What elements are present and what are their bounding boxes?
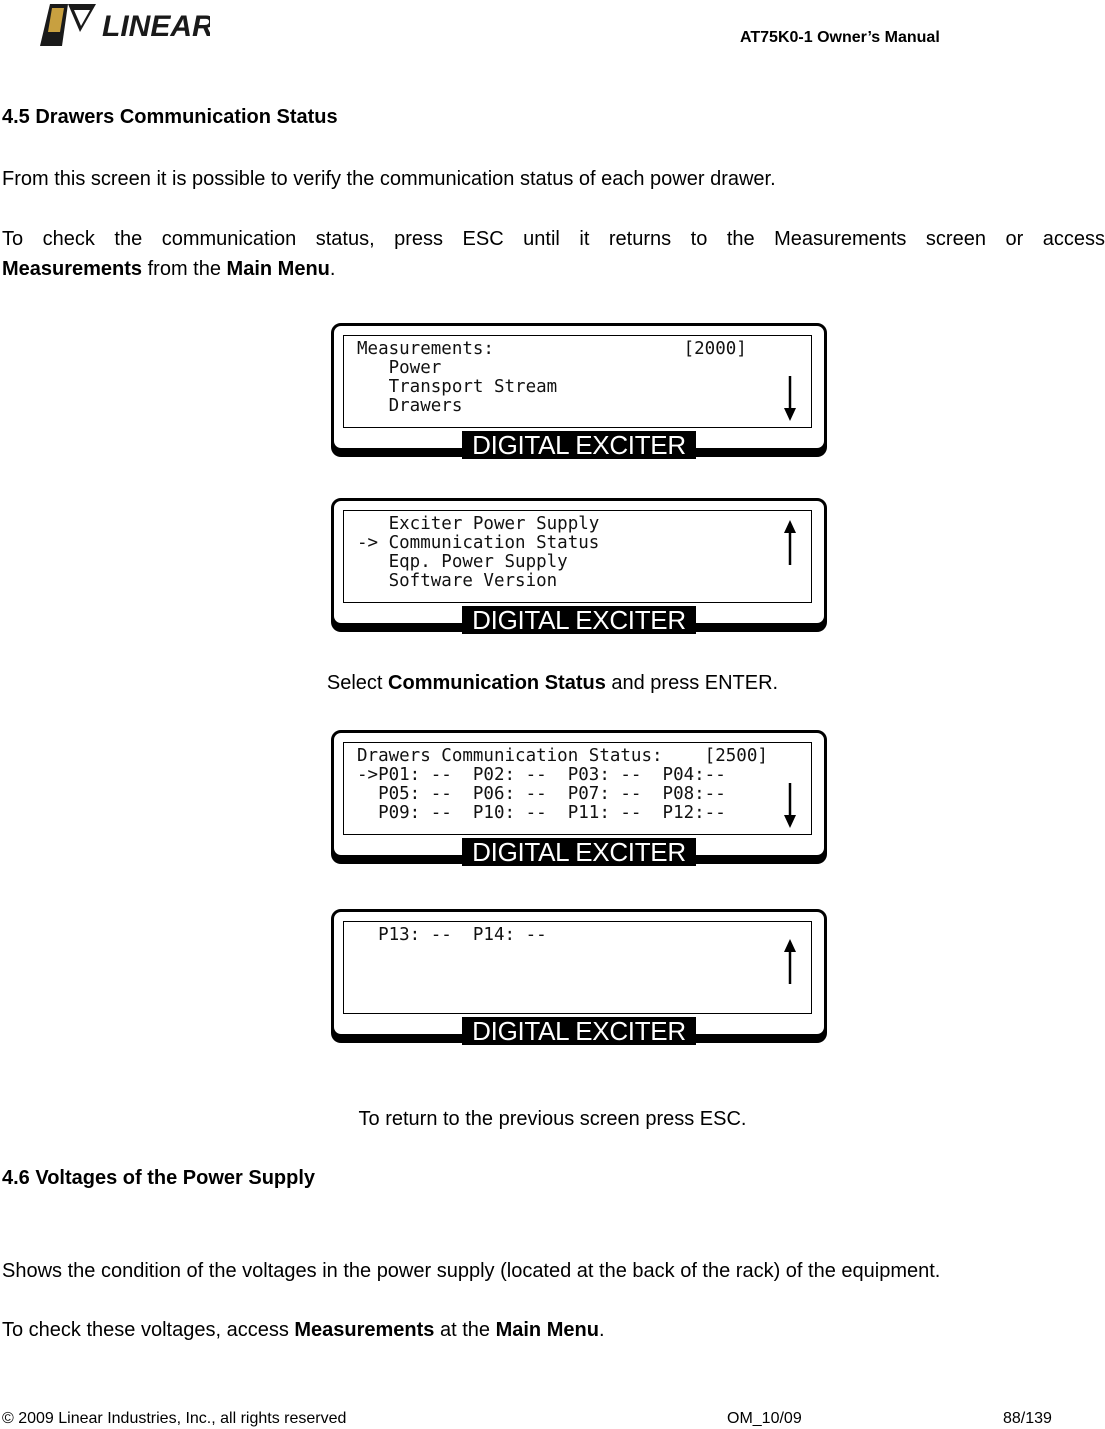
connector-text: from the xyxy=(142,258,227,280)
return-instruction: To return to the previous screen press ESC. xyxy=(358,1108,747,1130)
lcd-display-drawers-status xyxy=(331,730,827,867)
lcd-label: DIGITAL EXCITER xyxy=(462,1017,696,1045)
footer-copyright: © 2009 Linear Industries, Inc., all rights reserved xyxy=(2,1410,347,1427)
measurements-term: Measurements xyxy=(294,1319,435,1341)
lcd-screen xyxy=(343,510,812,603)
communication-status-term: Communication Status xyxy=(388,672,606,694)
lcd-display-drawers-status-page2 xyxy=(331,909,827,1046)
section-heading-4-5: 4.5 Drawers Communication Status xyxy=(2,106,338,128)
lcd-screen xyxy=(343,921,812,1014)
svg-text:LINEAR: LINEAR xyxy=(102,10,210,43)
lcd-text: P13: -- P14: -- xyxy=(357,925,547,945)
lcd-text: Exciter Power Supply -> Communication Status Eqp. Power Supply Software Version xyxy=(357,514,600,591)
lcd-text: Measurements: [2000] Power Transport Stream Drawers xyxy=(357,339,747,416)
section-4-6-instruction xyxy=(2,1315,605,1345)
period: . xyxy=(598,1319,605,1341)
section-4-5-intro: From this screen it is possible to verify the communication status of each power drawer. xyxy=(2,168,776,190)
select-pre: Select xyxy=(326,672,389,694)
period: . xyxy=(329,258,336,280)
lcd-label: DIGITAL EXCITER xyxy=(462,838,696,866)
section-heading-4-6: 4.6 Voltages of the Power Supply xyxy=(2,1167,316,1189)
lcd-text: Drawers Communication Status: [2500] ->P01: -- P02: -- P03: -- P04:-- P05: -- P06: -- P07: -- P08:-- P09: -- P10: -- P11: -- P12:-- xyxy=(357,746,768,823)
lcd-screen xyxy=(343,335,812,428)
footer-doc-code: OM_10/09 xyxy=(727,1410,802,1427)
main-menu-term: Main Menu xyxy=(495,1319,599,1341)
down-arrow-icon xyxy=(783,376,797,422)
lcd-label: DIGITAL EXCITER xyxy=(462,431,696,459)
lcd-display-measurements xyxy=(331,323,827,460)
lcd-display-menu xyxy=(331,498,827,635)
section-4-5-instruction-line1: To check the communication status, press ESC until it returns to the Measurements screen or access xyxy=(2,228,1105,250)
footer-page-number: 88/139 xyxy=(1003,1410,1052,1427)
up-arrow-icon xyxy=(783,938,797,984)
linear-logo xyxy=(40,2,210,48)
document-title: AT75K0-1 Owner’s Manual xyxy=(740,29,940,46)
down-arrow-icon xyxy=(783,783,797,829)
section-4-5-instruction-line2 xyxy=(2,254,335,284)
connector-text: at the xyxy=(434,1319,496,1341)
select-instruction xyxy=(0,672,1105,695)
lcd-screen xyxy=(343,742,812,835)
measurements-term: Measurements xyxy=(2,258,143,280)
instruction-pre: To check these voltages, access xyxy=(2,1319,295,1341)
lcd-label: DIGITAL EXCITER xyxy=(462,606,696,634)
section-4-6-intro: Shows the condition of the voltages in the power supply (located at the back of the rack) of the equipment. xyxy=(2,1260,941,1282)
main-menu-term: Main Menu xyxy=(226,258,330,280)
select-post: and press ENTER. xyxy=(605,672,779,694)
up-arrow-icon xyxy=(783,519,797,565)
